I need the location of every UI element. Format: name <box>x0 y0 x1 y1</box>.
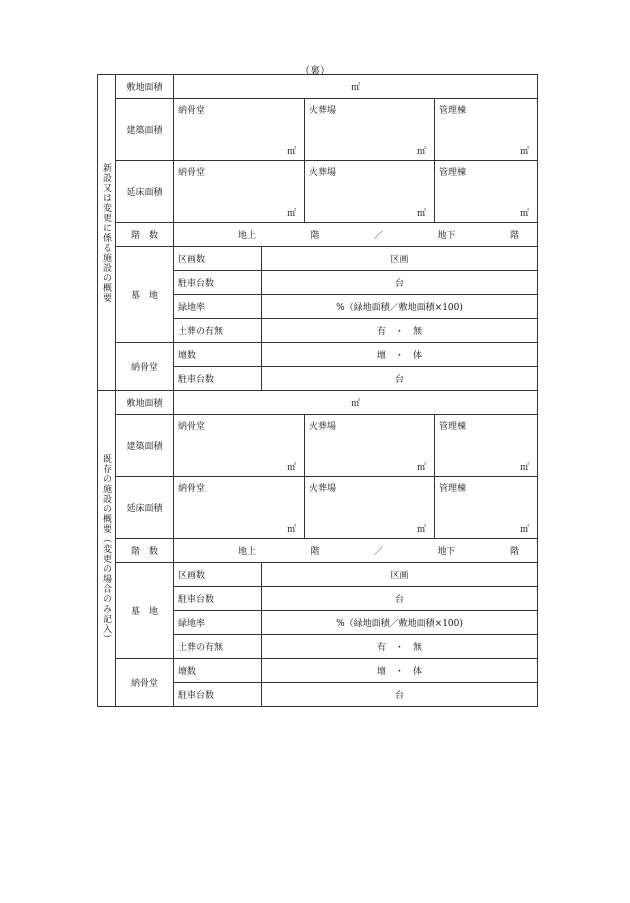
ossuary-row-value[interactable]: 台 <box>262 683 538 707</box>
floor-area-type-label: 納骨堂 <box>178 168 206 178</box>
site-area-label: 敷地面積 <box>116 75 174 99</box>
floors-unit: 階 <box>310 547 320 557</box>
cemetery-row-value[interactable]: 有 ・ 無 <box>262 635 538 659</box>
site-area-field[interactable]: ㎡ <box>174 391 538 415</box>
floors-unit: 階 <box>510 547 520 557</box>
floor-area-type-label: 納骨堂 <box>178 484 206 494</box>
cemetery-label: 墓 地 <box>116 247 174 343</box>
floor-area-label: 延床面積 <box>116 161 174 223</box>
floors-above-label: 地上 <box>238 231 257 241</box>
floors-label: 階 数 <box>116 223 174 247</box>
floor-area-cell[interactable] <box>435 161 538 223</box>
floors-slash: ／ <box>374 231 384 241</box>
cemetery-row-label: 土葬の有無 <box>174 319 262 343</box>
ossuary-label: 納骨堂 <box>116 343 174 391</box>
building-area-cell[interactable] <box>174 99 305 161</box>
floors-field[interactable] <box>174 223 538 247</box>
floor-area-type-label: 火葬場 <box>309 484 337 494</box>
cemetery-row-label: 土葬の有無 <box>174 635 262 659</box>
cemetery-row-label: 駐車台数 <box>174 271 262 295</box>
unit-label: ㎡ <box>286 525 296 535</box>
cemetery-row-value[interactable]: 区画 <box>262 247 538 271</box>
unit-label: ㎡ <box>520 147 530 157</box>
unit-label: ㎡ <box>416 525 426 535</box>
section-title: 新設又は変更に係る施設の概要 <box>98 75 116 391</box>
facility-form-table <box>97 74 538 707</box>
unit-label: ㎡ <box>286 209 296 219</box>
site-area-field[interactable]: ㎡ <box>174 75 538 99</box>
floor-area-cell[interactable] <box>174 161 305 223</box>
floors-above-label: 地上 <box>238 547 257 557</box>
floors-below-label: 地下 <box>437 231 456 241</box>
ossuary-row-value[interactable]: 壇 ・ 体 <box>262 343 538 367</box>
cemetery-row-label: 緑地率 <box>174 611 262 635</box>
cemetery-row-value[interactable]: 区画 <box>262 563 538 587</box>
floors-unit: 階 <box>310 231 320 241</box>
building-area-type-label: 納骨堂 <box>178 106 206 116</box>
unit-label: ㎡ <box>286 147 296 157</box>
floor-area-type-label: 管理棟 <box>439 168 467 178</box>
ossuary-row-value[interactable]: 台 <box>262 367 538 391</box>
cemetery-row-value[interactable]: 台 <box>262 587 538 611</box>
ossuary-label: 納骨堂 <box>116 659 174 707</box>
building-area-type-label: 管理棟 <box>439 422 467 432</box>
cemetery-row-label: 区画数 <box>174 247 262 271</box>
section-title: 既存の施設の概要（変更の場合のみ記入） <box>98 391 116 707</box>
building-area-type-label: 納骨堂 <box>178 422 206 432</box>
cemetery-row-label: 駐車台数 <box>174 587 262 611</box>
cemetery-row-label: 緑地率 <box>174 295 262 319</box>
floor-area-label: 延床面積 <box>116 477 174 539</box>
building-area-type-label: 火葬場 <box>309 106 337 116</box>
cemetery-row-value[interactable]: 台 <box>262 271 538 295</box>
unit-label: ㎡ <box>520 209 530 219</box>
building-area-cell[interactable] <box>305 415 435 477</box>
building-area-cell[interactable] <box>435 99 538 161</box>
unit-label: ㎡ <box>520 463 530 473</box>
ossuary-row-label: 壇数 <box>174 659 262 683</box>
floor-area-cell[interactable] <box>305 161 435 223</box>
cemetery-row-label: 区画数 <box>174 563 262 587</box>
unit-label: ㎡ <box>416 147 426 157</box>
floor-area-cell[interactable] <box>305 477 435 539</box>
unit-label: ㎡ <box>416 209 426 219</box>
cemetery-row-value[interactable]: 有 ・ 無 <box>262 319 538 343</box>
building-area-cell[interactable] <box>305 99 435 161</box>
floor-area-cell[interactable] <box>174 477 305 539</box>
floors-field[interactable] <box>174 539 538 563</box>
floor-area-type-label: 管理棟 <box>439 484 467 494</box>
floor-area-type-label: 火葬場 <box>309 168 337 178</box>
cemetery-row-value[interactable]: %（緑地面積／敷地面積×100) <box>262 611 538 635</box>
floors-below-label: 地下 <box>437 547 456 557</box>
building-area-cell[interactable] <box>435 415 538 477</box>
building-area-type-label: 火葬場 <box>309 422 337 432</box>
floors-label: 階 数 <box>116 539 174 563</box>
floors-slash: ／ <box>374 547 384 557</box>
building-area-label: 建築面積 <box>116 99 174 161</box>
unit-label: ㎡ <box>286 463 296 473</box>
building-area-label: 建築面積 <box>116 415 174 477</box>
unit-label: ㎡ <box>416 463 426 473</box>
cemetery-row-value[interactable]: %（緑地面積／敷地面積×100) <box>262 295 538 319</box>
ossuary-row-label: 駐車台数 <box>174 367 262 391</box>
ossuary-row-label: 壇数 <box>174 343 262 367</box>
cemetery-label: 墓 地 <box>116 563 174 659</box>
ossuary-row-label: 駐車台数 <box>174 683 262 707</box>
site-area-label: 敷地面積 <box>116 391 174 415</box>
unit-label: ㎡ <box>520 525 530 535</box>
building-area-type-label: 管理棟 <box>439 106 467 116</box>
floor-area-cell[interactable] <box>435 477 538 539</box>
floors-unit: 階 <box>510 231 520 241</box>
building-area-cell[interactable] <box>174 415 305 477</box>
page-side-label: （裏） <box>300 66 330 77</box>
ossuary-row-value[interactable]: 壇 ・ 体 <box>262 659 538 683</box>
